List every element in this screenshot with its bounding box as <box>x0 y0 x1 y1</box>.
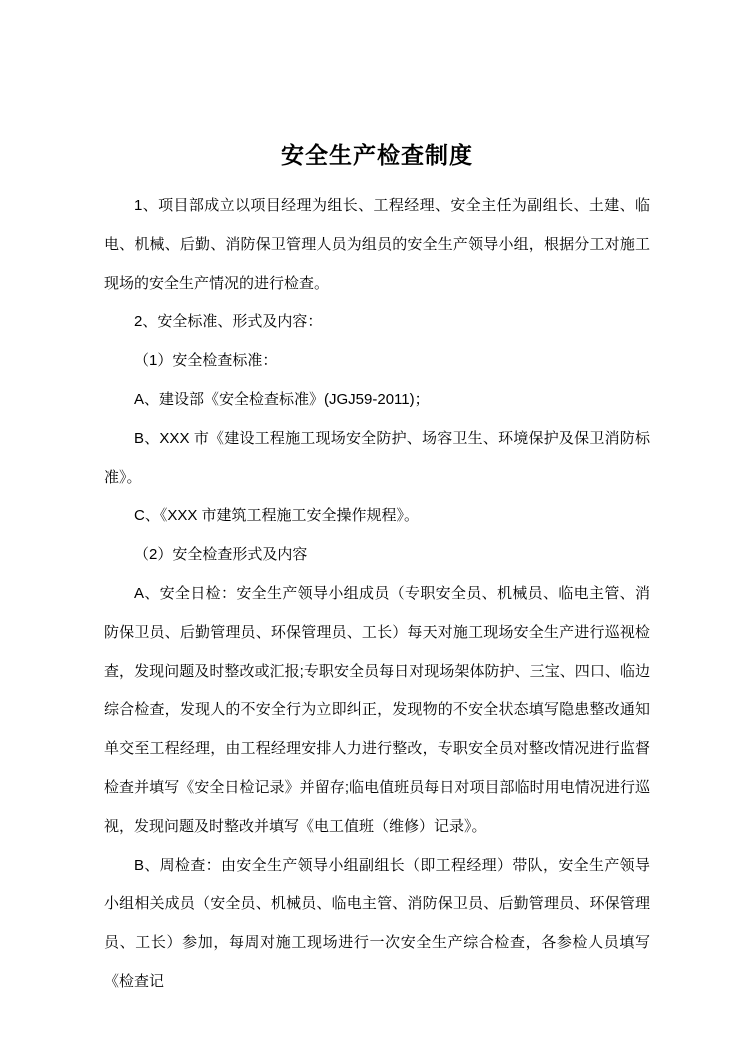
paragraph-4: A、建设部《安全检查标准》(JGJ59-2011)； <box>134 391 430 409</box>
paragraph-3: （1）安全检查标准： <box>134 352 278 370</box>
paragraph-2: 2、安全标准、形式及内容： <box>134 313 323 331</box>
document-title: 安全生产检查制度 <box>281 142 473 168</box>
paragraph-1: 1、项目部成立以项目经理为组长、工程经理、安全主任为副组长、土建、临电、机械、后勤、消防保卫管理人员为组员的安全生产领导小组，根据分工对施工现场的安全生产情况的进行检查。 <box>104 197 650 292</box>
paragraph-7: （2）安全检查形式及内容 <box>134 546 308 564</box>
paragraph-9: B、周检查：由安全生产领导小组副组长（即工程经理）带队，安全生产领导小组相关成员（安全员、机械员、临电主管、消防保卫员、后勤管理员、环保管理员、工长）参加，每周对施工现场进行一次安全生产综合检查，各参检人员填写《检查记 <box>104 856 650 990</box>
paragraph-5: B、XXX 市《建设工程施工现场安全防护、场容卫生、环境保护及保卫消防标准》。 <box>104 429 650 486</box>
paragraph-8: A、安全日检：安全生产领导小组成员（专职安全员、机械员、临电主管、消防保卫员、后勤管理员、环保管理员、工长）每天对施工现场安全生产进行巡视检查，发现问题及时整改或汇报;专职安全员每日对现场架体防护、三宝、四口、临边综合检查，发现人的不安全行为立即纠正，发现物的不安全状态填写隐患整改通知单交至工程经理，由工程经理安排人力进行整改，专职安全员对整改情况进行监督检查并填写《安全日检记录》并留存;临电值班员每日对项目部临时用电情况进行巡视，发现问题及时整改并填写《电工值班（维修）记录》。 <box>104 585 650 835</box>
paragraph-6: C、《XXX 市建筑工程施工安全操作规程》。 <box>134 507 420 525</box>
